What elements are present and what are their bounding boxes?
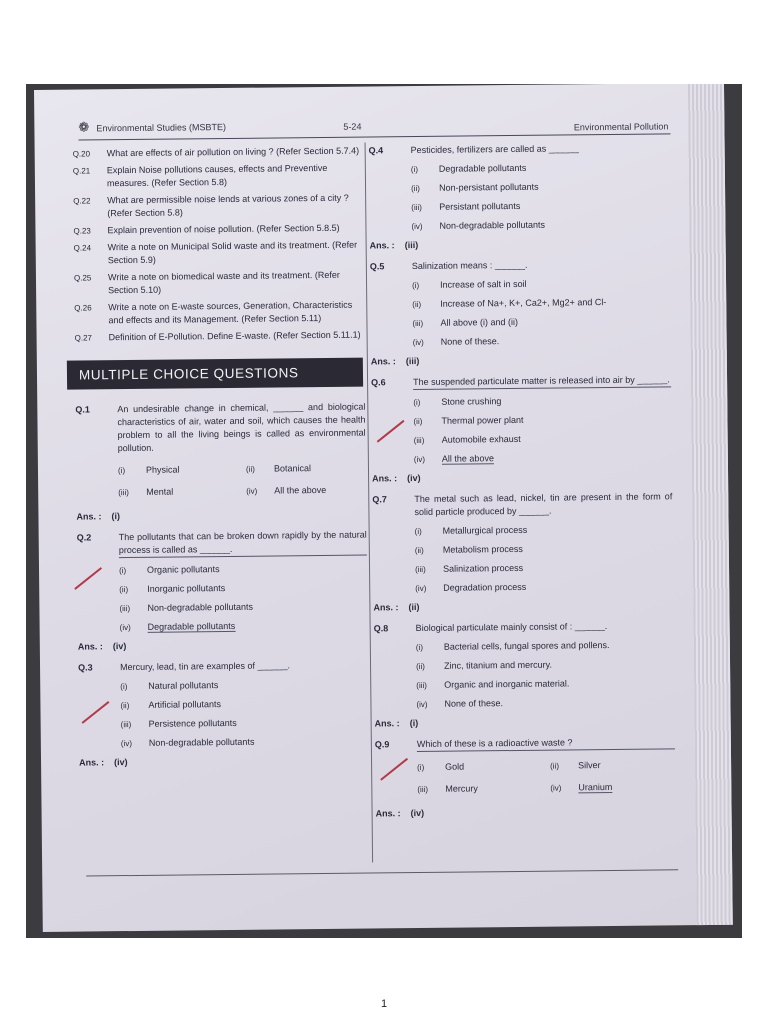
answer	[372, 469, 672, 485]
option-text: All above (i) and (ii)	[440, 316, 519, 328]
mcq-question	[77, 529, 368, 635]
question-number: Q.6	[371, 377, 386, 388]
option	[417, 782, 542, 796]
review-question	[75, 329, 365, 345]
option-text: Mental	[146, 486, 174, 497]
answer-label: Ans. :	[370, 356, 396, 367]
question-number: Q.21	[72, 166, 91, 176]
answer-value: (iii)	[405, 355, 420, 367]
answer	[78, 638, 368, 654]
option	[550, 758, 675, 772]
option	[415, 522, 673, 538]
answer-label: Ans. :	[78, 757, 105, 768]
answer	[371, 352, 671, 368]
option-numeral: (iii)	[118, 488, 129, 498]
answer-label: Ans. :	[372, 473, 398, 484]
option-text: Increase of salt in soil	[440, 278, 527, 290]
option-numeral: (iii)	[120, 720, 132, 730]
mcq-question	[375, 735, 676, 802]
pen-tick-mark	[82, 701, 110, 724]
option-numeral: (i)	[415, 642, 424, 653]
question-number: Q.9	[374, 739, 390, 750]
option	[411, 179, 669, 195]
question-number: Q.4	[368, 145, 384, 156]
page-photo	[26, 84, 742, 938]
option-text: Salinization process	[442, 562, 524, 574]
option-text: Non-degradable pollutants	[147, 601, 254, 613]
option-numeral: (iii)	[414, 564, 426, 575]
option-numeral: (i)	[117, 466, 126, 476]
mcq-question	[371, 373, 672, 466]
option-numeral: (iv)	[412, 337, 424, 348]
option-numeral: (ii)	[413, 416, 423, 427]
option	[416, 676, 674, 692]
answer	[373, 598, 673, 614]
review-question	[73, 222, 363, 238]
option-numeral: (iii)	[119, 604, 131, 614]
mcq-question	[372, 490, 673, 595]
option-numeral: (iv)	[550, 783, 562, 793]
answer	[375, 714, 675, 730]
question-number: Q.20	[72, 149, 91, 159]
question-number: Q.5	[369, 261, 385, 272]
answer-label: Ans. :	[375, 808, 401, 819]
question-number: Q.25	[73, 273, 92, 283]
option-text: Organic and inorganic material.	[444, 678, 570, 690]
option	[118, 485, 238, 499]
question-text: Write a note on Municipal Solid waste and its treatment. (Refer Section 5.9)	[107, 239, 358, 266]
option-numeral: (ii)	[245, 464, 255, 474]
question-text: Explain Noise pollutions causes, effects and Preventive measures. (Refer Section 5.8)	[106, 162, 328, 189]
pen-tick-mark	[380, 758, 408, 781]
answer-label: Ans. :	[374, 718, 400, 729]
option-text: Automobile exhaust	[441, 433, 521, 445]
answer-value: (iv)	[112, 641, 127, 652]
question-text: What are permissible noise lends at various zones of a city ? (Refer Section 5.8)	[107, 192, 349, 219]
option-text: None of these.	[440, 336, 500, 347]
pen-tick-mark	[74, 567, 102, 590]
answer-value: (i)	[409, 718, 419, 729]
option	[118, 463, 238, 477]
question-number: Q.27	[74, 333, 92, 343]
option-numeral: (iii)	[413, 435, 425, 446]
option-numeral: (i)	[412, 280, 420, 291]
option-numeral: (iv)	[411, 221, 423, 232]
mcq-heading-banner: MULTIPLE CHOICE QUESTIONS	[67, 358, 363, 390]
answer-value: (ii)	[408, 601, 420, 613]
review-question	[74, 269, 364, 298]
option	[417, 760, 542, 774]
question-number: Q.1	[75, 404, 90, 415]
option-text: Inorganic pollutants	[147, 583, 226, 594]
option-text: All the above	[441, 453, 494, 464]
question-text: Explain prevention of noise pollution. (Refer Section 5.8.5)	[107, 222, 340, 236]
option-text: Gold	[445, 761, 465, 772]
option	[416, 657, 674, 673]
option-text: Silver	[578, 760, 601, 771]
option-text: Degradable pollutants	[438, 162, 527, 174]
publisher-logo-icon: ❁	[78, 119, 90, 135]
answer-value: (iv)	[407, 472, 421, 484]
option-text: None of these.	[444, 698, 504, 709]
question-number: Q.8	[373, 623, 389, 634]
option-numeral: (iv)	[246, 486, 258, 496]
option-numeral: (i)	[414, 526, 422, 537]
option-text: Increase of Na+, K+, Ca2+, Mg2+ and Cl-	[440, 297, 607, 309]
question-number: Q.26	[74, 303, 92, 313]
question-number: Q.24	[73, 243, 92, 253]
option	[411, 198, 669, 214]
option	[120, 678, 368, 694]
option-text: Degradation process	[443, 581, 527, 593]
option-text: Organic pollutants	[146, 564, 220, 575]
option	[413, 412, 671, 428]
right-column	[369, 141, 676, 828]
question-number: Q.22	[73, 196, 91, 206]
option-numeral: (ii)	[414, 545, 424, 556]
left-column	[73, 145, 370, 778]
option-text: Metallurgical process	[442, 524, 528, 536]
option-numeral: (ii)	[411, 183, 420, 194]
option-text: Non-persistant pollutants	[438, 181, 539, 193]
option	[119, 600, 367, 616]
option	[119, 581, 367, 597]
option-numeral: (ii)	[412, 299, 422, 310]
option-text: Non-degradable pollutants	[148, 736, 255, 748]
review-question	[74, 239, 364, 268]
running-header	[78, 111, 668, 139]
question-text: The suspended particulate matter is released into air by ______.	[413, 373, 671, 390]
pen-tick-mark	[377, 420, 405, 443]
option-numeral: (iii)	[412, 318, 424, 329]
option-numeral: (iv)	[416, 699, 428, 710]
option	[416, 638, 674, 654]
question-text: Pesticides, fertilizers are called as ______	[410, 143, 579, 156]
page-edges	[688, 84, 733, 925]
option-numeral: (ii)	[416, 661, 425, 672]
review-question	[73, 145, 363, 161]
question-text: The pollutants that can be broken down rapidly by the natural process is called as ______.	[119, 529, 367, 559]
option-text: Metabolism process	[442, 543, 523, 555]
option-text: Mercury	[445, 783, 478, 794]
review-question	[74, 299, 364, 328]
option-text: Persistence pollutants	[148, 717, 237, 729]
option-text: Stone crushing	[441, 396, 502, 407]
option-numeral: (ii)	[120, 701, 130, 711]
question-text: Write a note on biomedical waste and its treatment. (Refer Section 5.10)	[107, 269, 340, 296]
option-numeral: (iv)	[413, 454, 426, 465]
answer-label: Ans. :	[369, 240, 395, 251]
option	[119, 562, 367, 578]
option-numeral: (iv)	[415, 583, 427, 594]
option-numeral: (iii)	[417, 784, 429, 795]
option	[415, 541, 673, 557]
answer-value: (iii)	[404, 239, 419, 251]
option	[414, 431, 672, 447]
option	[121, 716, 369, 732]
mcq-question	[374, 619, 675, 711]
option-numeral: (iii)	[416, 680, 427, 691]
option-text: Degradable pollutants	[147, 620, 236, 632]
page-number: 1	[380, 998, 388, 1010]
option	[416, 695, 674, 711]
answer-value: (iv)	[114, 757, 128, 768]
option-numeral: (iv)	[119, 623, 131, 633]
answer	[376, 804, 676, 820]
header-book-title: Environmental Studies (MSBTE)	[96, 121, 226, 134]
answer-value: (iv)	[410, 807, 425, 819]
option-grid	[118, 459, 366, 506]
option-numeral: (ii)	[550, 761, 560, 771]
question-number: Q.2	[76, 532, 92, 543]
option-text: Zinc, titanium and mercury.	[443, 659, 552, 671]
option-grid	[417, 755, 675, 802]
header-chapter-title: Environmental Pollution	[573, 121, 669, 133]
option-numeral: (ii)	[119, 585, 129, 595]
mcq-question	[78, 659, 369, 751]
mcq-question	[75, 401, 366, 506]
option-text: Artificial pollutants	[148, 699, 222, 710]
option-text: Bacterial cells, fungal spores and pollens.	[443, 640, 610, 652]
option-numeral: (i)	[410, 164, 419, 175]
option-text: Botanical	[273, 463, 312, 474]
option	[246, 462, 366, 476]
option-numeral: (iii)	[411, 202, 422, 213]
mcq-question	[370, 257, 671, 349]
option	[550, 780, 675, 794]
option	[411, 160, 669, 176]
answer	[79, 754, 369, 770]
header-page-ref: 5-24	[343, 121, 362, 132]
option	[120, 619, 368, 635]
question-text: An undesirable change in chemical, ______ and biological characteristics of air, water and soil, which causes the health problem to all the living beings is called as environmental pollution.	[117, 401, 366, 454]
question-text: Write a note on E-waste sources, Generation, Characteristics and effects and its Management. (Refer Section 5.11)	[108, 299, 353, 326]
answer-label: Ans. :	[373, 602, 399, 613]
question-text: The metal such as lead, nickel, tin are present in the form of solid particle produced by ______.	[414, 491, 673, 518]
option	[415, 579, 673, 595]
question-number: Q.7	[372, 494, 387, 505]
answer-label: Ans. :	[77, 641, 103, 652]
option-numeral: (iv)	[120, 739, 133, 749]
question-text: Definition of E-Pollution. Define E-waste. (Refer Section 5.11.1)	[108, 329, 361, 343]
option	[412, 314, 670, 330]
option-text: Uranium	[578, 781, 613, 793]
answer-value: (i)	[111, 511, 121, 522]
option-numeral: (i)	[118, 566, 127, 576]
option-text: Non-degradable pollutants	[439, 219, 546, 231]
footer-rule	[86, 869, 678, 876]
option-text: Thermal power plant	[441, 414, 524, 426]
question-text: Mercury, lead, tin are examples of ______.	[119, 660, 291, 673]
answer	[76, 508, 366, 524]
review-question	[73, 162, 363, 191]
option	[121, 735, 369, 751]
option-text: Natural pollutants	[148, 680, 219, 691]
option-text: All the above	[274, 484, 327, 496]
option	[413, 393, 671, 409]
option-numeral: (i)	[417, 762, 425, 773]
mcq-question	[369, 141, 670, 233]
question-text: Salinization means : ______.	[411, 259, 528, 272]
option-numeral: (i)	[413, 397, 421, 408]
review-question	[73, 192, 363, 221]
answer-label: Ans. :	[76, 511, 102, 522]
option-numeral: (i)	[120, 682, 128, 692]
option	[246, 484, 366, 498]
option	[413, 333, 671, 349]
option	[412, 276, 670, 292]
option	[120, 697, 368, 713]
question-text: What are effects of air pollution on living ? (Refer Section 5.7.4)	[106, 145, 360, 159]
question-text: Biological particulate mainly consist of : ______.	[415, 621, 608, 634]
question-number: Q.3	[77, 662, 93, 673]
question-number: Q.23	[73, 226, 91, 236]
option	[414, 450, 672, 466]
book-page	[34, 84, 733, 932]
answer	[370, 236, 670, 252]
option-text: Physical	[145, 464, 180, 475]
option	[412, 295, 670, 311]
option	[415, 560, 673, 576]
option-text: Persistant pollutants	[439, 200, 521, 212]
option	[411, 217, 669, 233]
question-text: Which of these is a radioactive waste ?	[417, 735, 675, 752]
